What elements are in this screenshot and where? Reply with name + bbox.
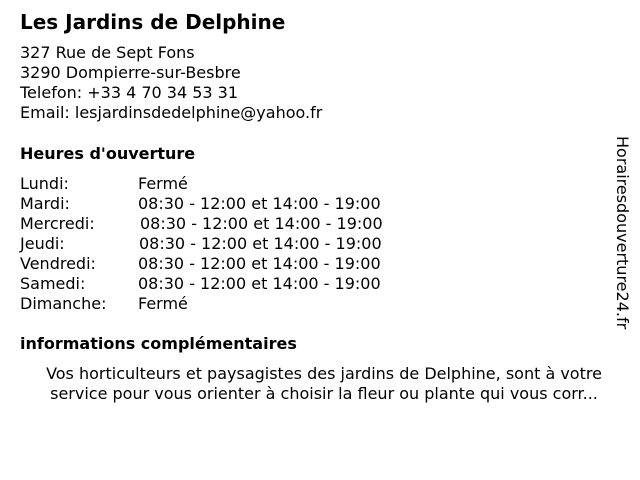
business-name: Les Jardins de Delphine [20,10,286,34]
description-line-2: service pour vous orienter à choisir la fleur ou plante qui vous corr... [50,384,598,403]
day-label: Lundi: [20,174,69,193]
contact-block [20,43,322,123]
site-watermark: Horairesdouverture24.fr [613,136,632,330]
day-hours: 08:30 - 12:00 et 14:00 - 19:00 [138,254,381,273]
phone-number: Telefon: +33 4 70 34 53 31 [20,83,239,102]
day-label: Mercredi: [20,214,95,233]
day-hours: 08:30 - 12:00 et 14:00 - 19:00 [138,274,381,293]
day-label: Vendredi: [20,254,96,273]
address-city: 3290 Dompierre-sur-Besbre [20,63,241,82]
hours-heading: Heures d'ouverture [20,144,196,163]
description-line-1: Vos horticulteurs et paysagistes des jardins de Delphine, sont à votre [46,364,602,383]
info-heading: informations complémentaires [20,334,297,353]
day-label: Jeudi: [20,234,65,253]
day-hours: Fermé [138,174,188,193]
day-label: Samedi: [20,274,86,293]
day-hours: Fermé [138,294,188,313]
day-hours: 08:30 - 12:00 et 14:00 - 19:00 [138,194,381,213]
day-hours: 08:30 - 12:00 et 14:00 - 19:00 [140,214,383,233]
address-street: 327 Rue de Sept Fons [20,43,195,62]
email-address: Email: lesjardinsdedelphine@yahoo.fr [20,103,323,122]
business-description [20,364,628,404]
day-hours: 08:30 - 12:00 et 14:00 - 19:00 [139,234,382,253]
day-label: Mardi: [20,194,70,213]
day-label: Dimanche: [20,294,107,313]
